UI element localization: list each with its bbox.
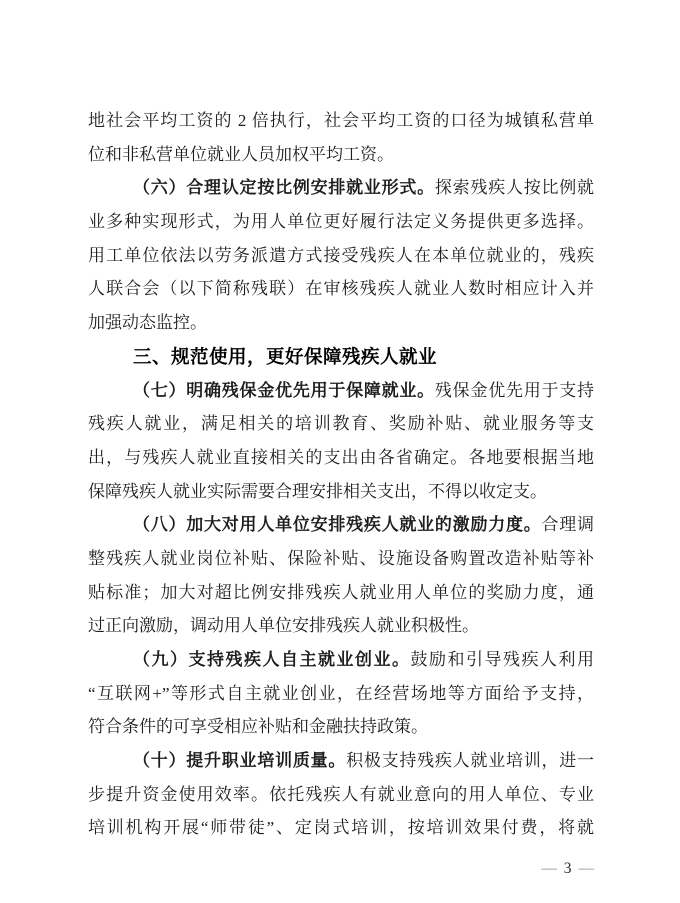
text-run: 地社会平均工资的 2 倍执行，社会平均工资的口径为城镇私营单: [88, 111, 594, 130]
text-line: [88, 239, 594, 273]
text-line: [88, 475, 594, 509]
text-line: [88, 104, 594, 138]
text-line: [88, 205, 594, 239]
text-run: 步提升资金使用效率。依托残疾人有就业意向的用人单位、专业: [88, 784, 594, 804]
text-run: 出，与残疾人就业直接相关的支出由各省确定。各地要根据当地: [88, 447, 594, 467]
text-line: [88, 441, 594, 475]
text-line: [88, 542, 594, 576]
text-line: [88, 677, 594, 711]
page-number-dash-right: —: [578, 860, 594, 878]
text-line: [88, 306, 594, 340]
text-line: [88, 576, 594, 610]
page-number-dash-left: —: [541, 860, 557, 878]
text-run: “互联网+”等形式自主就业创业，在经营场地等方面给予支持，: [88, 683, 594, 703]
text-line: [88, 272, 594, 306]
text-run: 合理调: [541, 515, 594, 535]
emphasis-run: （六）合理认定按比例安排就业形式。: [133, 178, 435, 198]
text-run: 积极支持残疾人就业培训，进一: [346, 751, 594, 771]
text-line: [88, 609, 594, 643]
text-line: [88, 778, 594, 812]
emphasis-run: （八）加大对用人单位安排残疾人就业的激励力度。: [133, 515, 542, 535]
text-run: 培训机构开展“师带徒”、定岗式培训，按培训效果付费，将就: [88, 818, 594, 838]
text-run: 业多种实现形式，为用人单位更好履行法定义务提供更多选择。: [88, 212, 594, 232]
text-line: [88, 374, 594, 408]
text-run: 加强动态监控。: [88, 313, 207, 333]
text-run: 过正向激励，调动用人单位安排残疾人就业积极性。: [88, 616, 479, 636]
text-line: [88, 171, 594, 205]
section-heading: [88, 340, 594, 374]
text-lines: [88, 104, 594, 845]
text-line: [88, 744, 594, 778]
text-run: 残疾人就业，满足相关的培训教育、奖励补贴、就业服务等支: [88, 414, 594, 434]
page-footer: [88, 859, 594, 879]
text-line: [88, 811, 594, 845]
text-line: [88, 508, 594, 542]
text-run: 符合条件的可享受相应补贴和金融扶持政策。: [88, 717, 428, 737]
emphasis-run: （七）明确残保金优先用于保障就业。: [133, 380, 435, 400]
text-run: 整残疾人就业岗位补贴、保险补贴、设施设备购置改造补贴等补: [88, 548, 594, 568]
text-line: [88, 138, 594, 172]
text-run: 鼓励和引导残疾人利用: [410, 650, 594, 669]
text-run: 人联合会（以下简称残联）在审核残疾人就业人数时相应计入并: [88, 279, 594, 299]
text-run: 保障残疾人就业实际需要合理安排相关支出，不得以收定支。: [88, 481, 547, 501]
text-line: [88, 643, 594, 677]
text-run: 贴标准；加大对超比例安排残疾人就业用人单位的奖励力度，通: [88, 582, 594, 602]
emphasis-run: （九）支持残疾人自主就业创业。: [133, 650, 411, 669]
text-line: [88, 710, 594, 744]
text-run: 探索残疾人按比例就: [434, 178, 594, 198]
emphasis-run: （十）提升职业培训质量。: [133, 751, 347, 771]
text-run: 用工单位依法以劳务派遣方式接受残疾人在本单位就业的，残疾: [88, 245, 594, 265]
text-line: [88, 407, 594, 441]
text-run: 残保金优先用于支持: [434, 380, 594, 400]
page-number: 3: [563, 860, 572, 878]
emphasis-run: 三、规范使用，更好保障残疾人就业: [133, 345, 438, 367]
text-run: 位和非私营单位就业人员加权平均工资。: [88, 144, 394, 164]
